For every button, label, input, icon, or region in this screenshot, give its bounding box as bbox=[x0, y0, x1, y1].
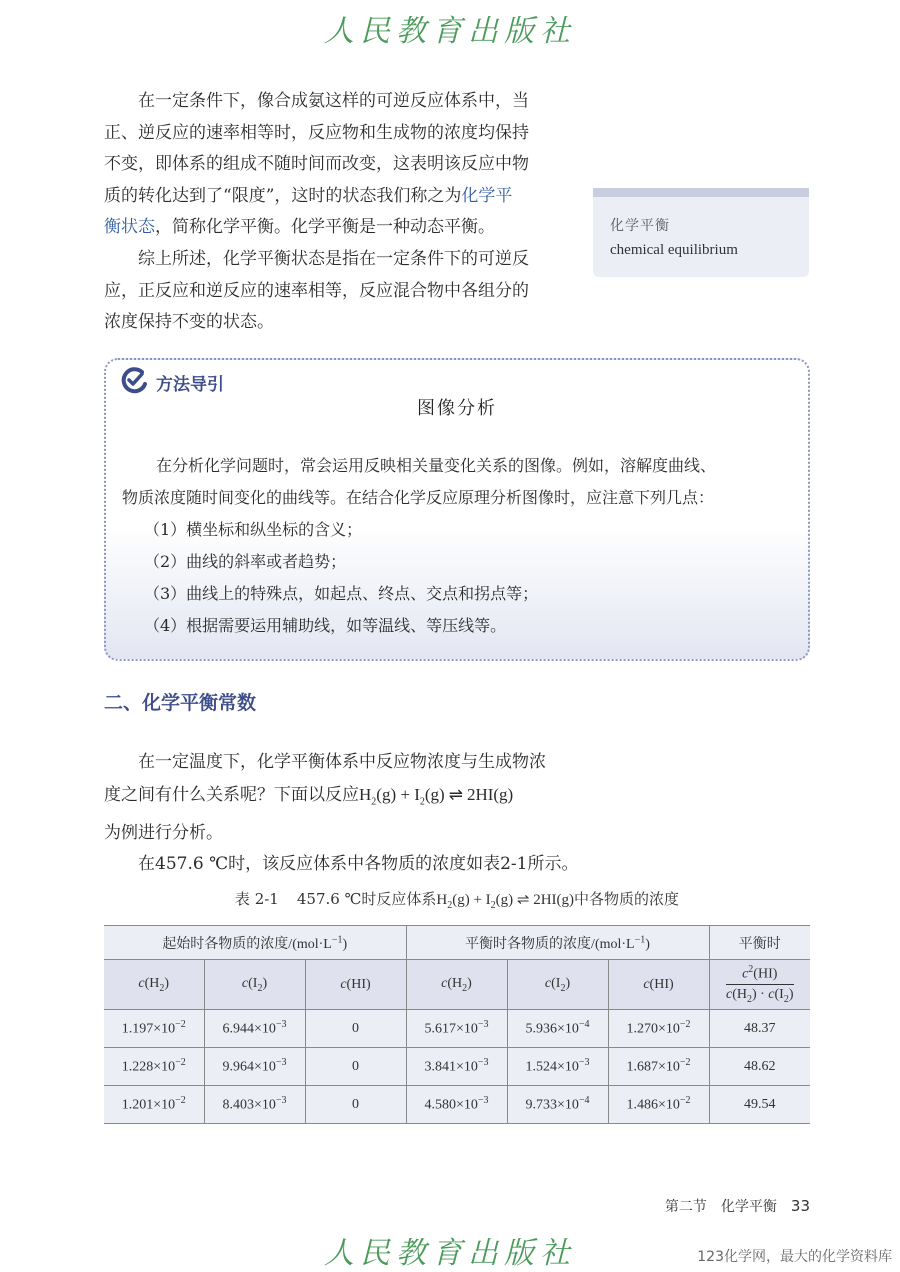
table-cell: $1.270\times 10^{-2}$ bbox=[608, 1010, 709, 1048]
text-line: 在分析化学问题时，常会运用反映相关量变化关系的图像。例如，溶解度曲线、 bbox=[156, 456, 717, 475]
glossary-term: 化学平衡 bbox=[610, 218, 670, 234]
text-line: 浓度保持不变的状态。 bbox=[104, 312, 274, 333]
column-header: c(HI) bbox=[608, 960, 709, 1010]
column-header: $c(I_2)$ bbox=[204, 960, 305, 1010]
text-fragment: ，简称化学平衡。化学平衡是一种动态平衡。 bbox=[155, 217, 495, 238]
footer-section: 第二节 化学平衡 bbox=[664, 1199, 777, 1215]
table-cell: 0 bbox=[305, 1048, 406, 1086]
table-cell: $6.944\times 10^{-3}$ bbox=[204, 1010, 305, 1048]
table-row bbox=[104, 1048, 810, 1086]
table-caption-text: 457.6 ℃时反应体系 bbox=[296, 890, 437, 908]
column-header: $c(I_2)$ bbox=[507, 960, 608, 1010]
table-cell: $9.964\times 10^{-3}$ bbox=[204, 1048, 305, 1086]
table-cell: $4.580\times 10^{-3}$ bbox=[406, 1086, 507, 1124]
list-item: （3）曲线上的特殊点，如起点、终点、交点和拐点等； bbox=[144, 584, 539, 603]
table-cell: $1.201\times 10^{-2}$ bbox=[104, 1086, 204, 1124]
table-cell: 0 bbox=[305, 1010, 406, 1048]
table-cell: 48.37 bbox=[709, 1010, 810, 1048]
header-initial-concentration: 起始时各物质的浓度$/(mol\cdot L^{-1})$ bbox=[104, 926, 406, 960]
column-header: $c(H_2)$ bbox=[104, 960, 204, 1010]
list-item: （4）根据需要运用辅助线，如等温线、等压线等。 bbox=[144, 616, 507, 635]
table-cell: $1.197\times 10^{-2}$ bbox=[104, 1010, 204, 1048]
text-line: 在一定温度下，化学平衡体系中反应物浓度与生成物浓 bbox=[138, 752, 546, 772]
text-line bbox=[104, 779, 584, 818]
text-line: 正、逆反应的速率相等时，反应物和生成物的浓度均保持 bbox=[104, 122, 529, 143]
glossary-english: chemical equilibrium bbox=[610, 242, 738, 258]
text-line: 综上所述，化学平衡状态是指在一定条件下的可逆反 bbox=[138, 249, 529, 269]
table-cell: $5.936\times 10^{-4}$ bbox=[507, 1010, 608, 1048]
page-footer bbox=[665, 1196, 810, 1216]
table-caption-text: 中各物质的浓度 bbox=[574, 890, 680, 908]
paragraph-equilibrium-constant bbox=[104, 747, 584, 881]
text-line: 为例进行分析。 bbox=[104, 822, 223, 843]
table-cell: $3.841\times 10^{-3}$ bbox=[406, 1048, 507, 1086]
table-cell: $1.524\times 10^{-3}$ bbox=[507, 1048, 608, 1086]
table-cell: 49.54 bbox=[709, 1086, 810, 1124]
table-cell: $5.617\times 10^{-3}$ bbox=[406, 1010, 507, 1048]
text-line bbox=[104, 212, 574, 244]
text-fragment: 度之间有什么关系呢？下面以反应 bbox=[104, 784, 359, 805]
table-cell: $8.403\times 10^{-3}$ bbox=[204, 1086, 305, 1124]
table-cell: $9.733\times 10^{-4}$ bbox=[507, 1086, 608, 1124]
header-equilibrium-ratio: 平衡时 bbox=[709, 926, 810, 960]
table-caption-label: 表 2-1 bbox=[234, 890, 279, 908]
table-cell: $1.486\times 10^{-2}$ bbox=[608, 1086, 709, 1124]
table-row bbox=[104, 1086, 810, 1124]
glossary-sidebox bbox=[593, 188, 809, 277]
section-heading: 二、化学平衡常数 bbox=[104, 692, 257, 714]
method-guide-label: 方法导引 bbox=[156, 374, 224, 395]
text-line: 物质浓度随时间变化的曲线等。在结合化学反应原理分析图像时，应注意下列几点： bbox=[122, 488, 715, 507]
column-header: c(HI) bbox=[305, 960, 406, 1010]
paragraph-equilibrium-intro bbox=[104, 86, 574, 244]
list-item: （2）曲线的斜率或者趋势； bbox=[144, 552, 347, 571]
table-cell: 48.62 bbox=[709, 1048, 810, 1086]
text-line: 不变，即体系的组成不随时间而改变，这表明该反应中物 bbox=[104, 154, 529, 175]
paragraph-summary bbox=[104, 244, 574, 339]
table-cell: $1.687\times 10^{-2}$ bbox=[608, 1048, 709, 1086]
publisher-logo: 人民教育出版社 bbox=[324, 14, 576, 49]
table-row bbox=[104, 1010, 810, 1048]
ratio-formula: $\frac{c^2(HI)}{c(H_2) \cdot c(I_2)}$ bbox=[709, 960, 810, 1010]
reaction-equation: $H_2(g) + I_2(g)$ ⇌ 2HI(g) bbox=[359, 784, 514, 807]
page-number: 33 bbox=[790, 1197, 810, 1215]
text-line bbox=[104, 181, 574, 213]
term-highlight: 衡状态 bbox=[104, 217, 155, 238]
table-cell: 0 bbox=[305, 1086, 406, 1124]
text-line: 在457.6 ℃时，该反应体系中各物质的浓度如表2-1所示。 bbox=[138, 854, 579, 875]
text-line: 在一定条件下，像合成氨这样的可逆反应体系中，当 bbox=[138, 91, 529, 111]
text-line: 应，正反应和逆反应的速率相等，反应混合物中各组分的 bbox=[104, 280, 529, 301]
column-header: $c(H_2)$ bbox=[406, 960, 507, 1010]
header-equilibrium-concentration: 平衡时各物质的浓度$/(mol\cdot L^{-1})$ bbox=[406, 926, 709, 960]
method-guide-body bbox=[122, 450, 802, 642]
publisher-logo-footer: 人民教育出版社 bbox=[324, 1236, 576, 1271]
table-cell: $1.228\times 10^{-2}$ bbox=[104, 1048, 204, 1086]
text-fragment: 质的转化达到了“限度”，这时的状态我们称之为 bbox=[104, 185, 462, 206]
method-guide-title: 图像分析 bbox=[417, 398, 497, 419]
table-caption bbox=[104, 888, 810, 911]
term-highlight: 化学平 bbox=[461, 185, 513, 206]
reaction-equation: $H_2(g) + I_2(g)$ ⇌ 2HI(g) bbox=[436, 892, 575, 911]
list-item: （1）横坐标和纵坐标的含义； bbox=[144, 520, 363, 539]
table-header-row bbox=[104, 926, 810, 960]
watermark-text: 123化学网，最大的化学资料库 bbox=[697, 1249, 892, 1265]
table-subheader-row bbox=[104, 960, 810, 1010]
concentration-table bbox=[104, 925, 810, 1124]
